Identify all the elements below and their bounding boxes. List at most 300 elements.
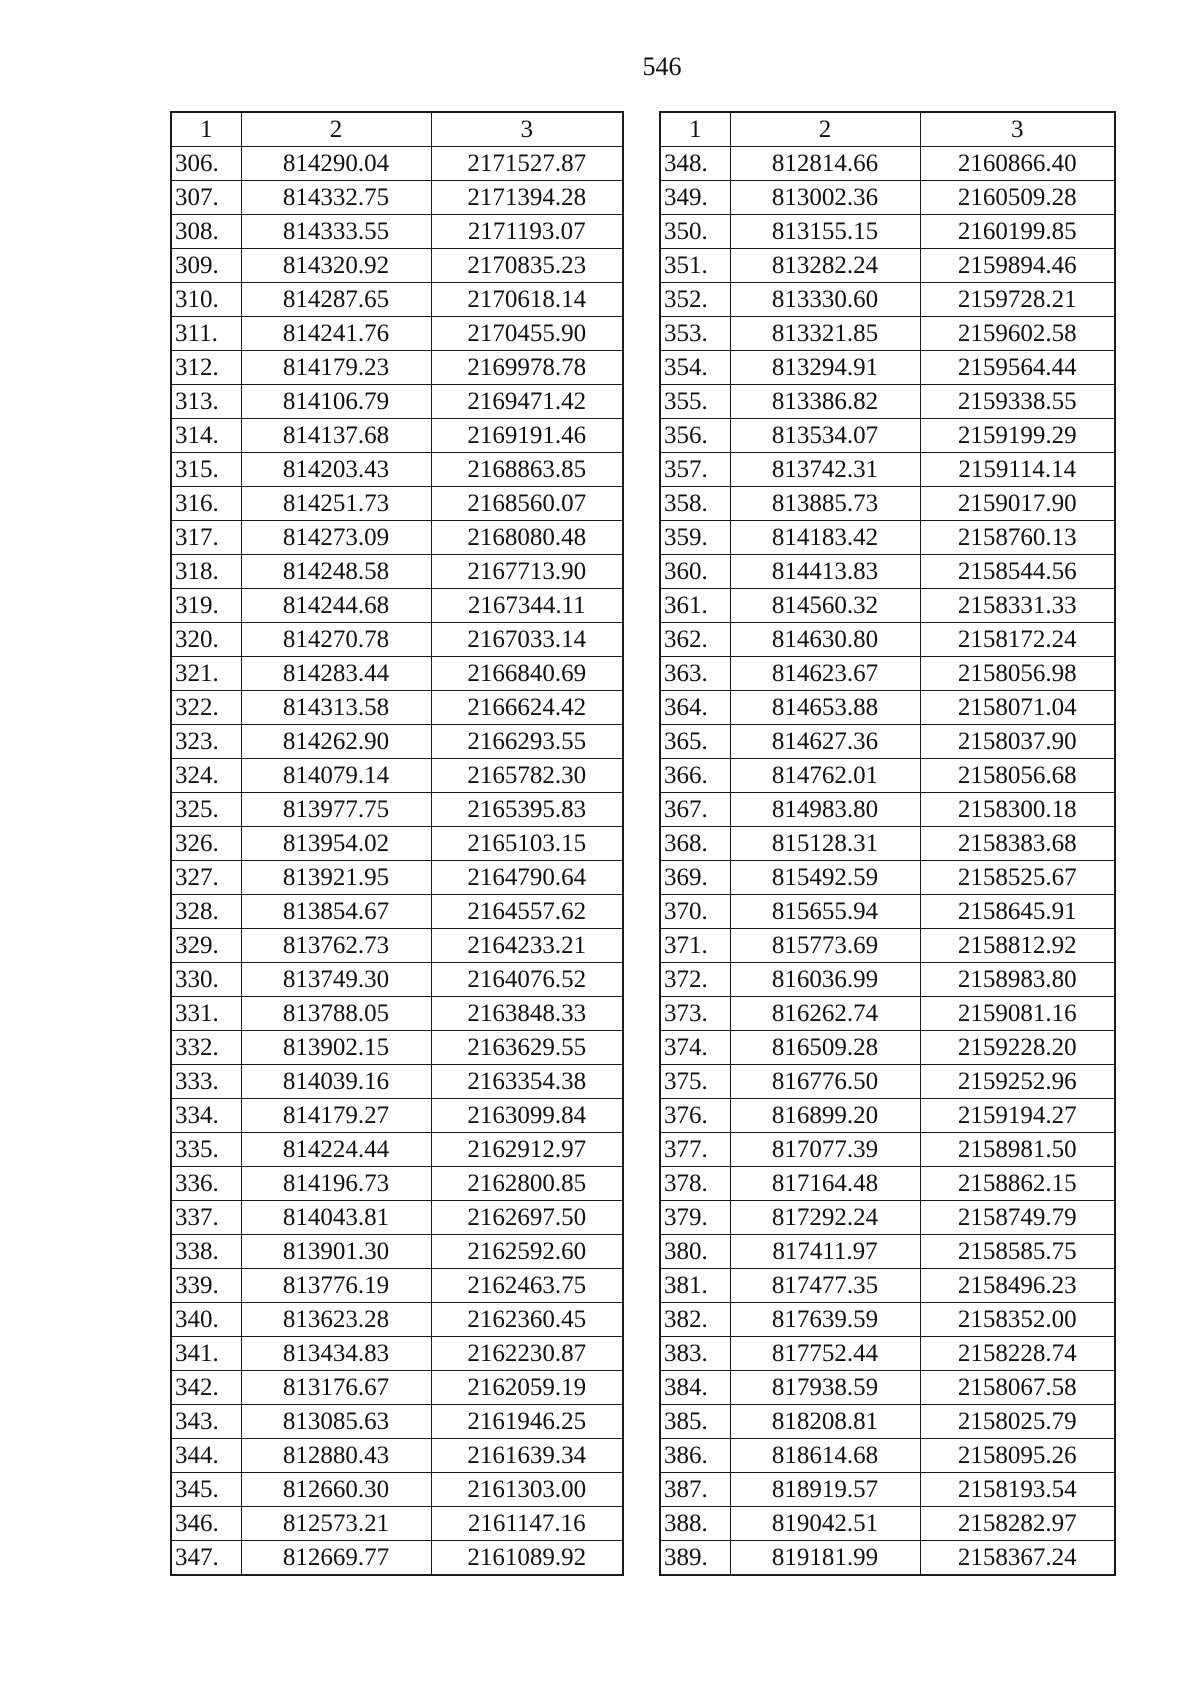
table-row: [171, 1201, 623, 1235]
table-row: [660, 1201, 1115, 1235]
x-coordinate-cell: 814241.76: [241, 317, 431, 351]
point-number-cell: 328.: [171, 895, 241, 929]
y-coordinate-cell: 2158383.68: [920, 827, 1115, 861]
point-number-cell: 371.: [660, 929, 730, 963]
point-number-cell: 317.: [171, 521, 241, 555]
point-number-cell: 375.: [660, 1065, 730, 1099]
table-row: [660, 1371, 1115, 1405]
y-coordinate-cell: 2160509.28: [920, 181, 1115, 215]
x-coordinate-cell: 812573.21: [241, 1507, 431, 1541]
y-coordinate-cell: 2162697.50: [431, 1201, 623, 1235]
table-row: [171, 997, 623, 1031]
x-coordinate-cell: 817639.59: [730, 1303, 920, 1337]
point-number-cell: 363.: [660, 657, 730, 691]
table-row: [171, 215, 623, 249]
y-coordinate-cell: 2165103.15: [431, 827, 623, 861]
table-row: [660, 385, 1115, 419]
x-coordinate-cell: 816036.99: [730, 963, 920, 997]
x-coordinate-cell: 813002.36: [730, 181, 920, 215]
x-coordinate-cell: 813386.82: [730, 385, 920, 419]
x-coordinate-cell: 818919.57: [730, 1473, 920, 1507]
x-coordinate-cell: 813788.05: [241, 997, 431, 1031]
point-number-cell: 374.: [660, 1031, 730, 1065]
point-number-cell: 346.: [171, 1507, 241, 1541]
y-coordinate-cell: 2166624.42: [431, 691, 623, 725]
point-number-cell: 385.: [660, 1405, 730, 1439]
table-row: [171, 759, 623, 793]
y-coordinate-cell: 2162800.85: [431, 1167, 623, 1201]
y-coordinate-cell: 2158172.24: [920, 623, 1115, 657]
table-row: [660, 1269, 1115, 1303]
table-row: [660, 623, 1115, 657]
x-coordinate-cell: 817164.48: [730, 1167, 920, 1201]
x-coordinate-cell: 813854.67: [241, 895, 431, 929]
x-coordinate-cell: 814273.09: [241, 521, 431, 555]
y-coordinate-cell: 2159338.55: [920, 385, 1115, 419]
y-coordinate-cell: 2159081.16: [920, 997, 1115, 1031]
y-coordinate-cell: 2158056.98: [920, 657, 1115, 691]
table-row: [171, 1507, 623, 1541]
header-cell-x: 2: [730, 112, 920, 147]
point-number-cell: 310.: [171, 283, 241, 317]
table-row: [171, 351, 623, 385]
x-coordinate-cell: 815128.31: [730, 827, 920, 861]
y-coordinate-cell: 2167344.11: [431, 589, 623, 623]
x-coordinate-cell: 813282.24: [730, 249, 920, 283]
header-cell-x: 2: [241, 112, 431, 147]
x-coordinate-cell: 817411.97: [730, 1235, 920, 1269]
y-coordinate-cell: 2158067.58: [920, 1371, 1115, 1405]
point-number-cell: 365.: [660, 725, 730, 759]
x-coordinate-cell: 814137.68: [241, 419, 431, 453]
table-row: [660, 827, 1115, 861]
y-coordinate-cell: 2163354.38: [431, 1065, 623, 1099]
y-coordinate-cell: 2162912.97: [431, 1133, 623, 1167]
table-row: [171, 181, 623, 215]
table-row: [660, 1405, 1115, 1439]
y-coordinate-cell: 2168080.48: [431, 521, 623, 555]
y-coordinate-cell: 2159564.44: [920, 351, 1115, 385]
point-number-cell: 373.: [660, 997, 730, 1031]
point-number-cell: 322.: [171, 691, 241, 725]
point-number-cell: 384.: [660, 1371, 730, 1405]
point-number-cell: 382.: [660, 1303, 730, 1337]
x-coordinate-cell: 813294.91: [730, 351, 920, 385]
y-coordinate-cell: 2158544.56: [920, 555, 1115, 589]
table-row: [660, 759, 1115, 793]
y-coordinate-cell: 2170618.14: [431, 283, 623, 317]
point-number-cell: 356.: [660, 419, 730, 453]
x-coordinate-cell: 814653.88: [730, 691, 920, 725]
point-number-cell: 327.: [171, 861, 241, 895]
table-row: [660, 1031, 1115, 1065]
point-number-cell: 337.: [171, 1201, 241, 1235]
x-coordinate-cell: 814313.58: [241, 691, 431, 725]
table-row: [171, 555, 623, 589]
y-coordinate-cell: 2171193.07: [431, 215, 623, 249]
table-row: [171, 385, 623, 419]
x-coordinate-cell: 814283.44: [241, 657, 431, 691]
point-number-cell: 334.: [171, 1099, 241, 1133]
point-number-cell: 309.: [171, 249, 241, 283]
x-coordinate-cell: 812814.66: [730, 147, 920, 181]
table-row: [171, 1031, 623, 1065]
point-number-cell: 369.: [660, 861, 730, 895]
x-coordinate-cell: 814630.80: [730, 623, 920, 657]
point-number-cell: 345.: [171, 1473, 241, 1507]
x-coordinate-cell: 817477.35: [730, 1269, 920, 1303]
x-coordinate-cell: 813901.30: [241, 1235, 431, 1269]
table-header: [171, 112, 623, 147]
table-row: [660, 181, 1115, 215]
table-row: [660, 657, 1115, 691]
x-coordinate-cell: 813623.28: [241, 1303, 431, 1337]
point-number-cell: 318.: [171, 555, 241, 589]
table-row: [660, 555, 1115, 589]
y-coordinate-cell: 2161147.16: [431, 1507, 623, 1541]
x-coordinate-cell: 813085.63: [241, 1405, 431, 1439]
table-row: [660, 963, 1115, 997]
y-coordinate-cell: 2159017.90: [920, 487, 1115, 521]
y-coordinate-cell: 2165395.83: [431, 793, 623, 827]
table-row: [660, 1541, 1115, 1576]
point-number-cell: 323.: [171, 725, 241, 759]
table-row: [660, 1133, 1115, 1167]
point-number-cell: 367.: [660, 793, 730, 827]
table-row: [171, 623, 623, 657]
y-coordinate-cell: 2164233.21: [431, 929, 623, 963]
y-coordinate-cell: 2164076.52: [431, 963, 623, 997]
point-number-cell: 342.: [171, 1371, 241, 1405]
x-coordinate-cell: 814106.79: [241, 385, 431, 419]
x-coordinate-cell: 812660.30: [241, 1473, 431, 1507]
point-number-cell: 311.: [171, 317, 241, 351]
x-coordinate-cell: 814413.83: [730, 555, 920, 589]
x-coordinate-cell: 814179.27: [241, 1099, 431, 1133]
y-coordinate-cell: 2162463.75: [431, 1269, 623, 1303]
table-body: [660, 147, 1115, 1576]
y-coordinate-cell: 2159114.14: [920, 453, 1115, 487]
point-number-cell: 308.: [171, 215, 241, 249]
header-row: [171, 112, 623, 147]
y-coordinate-cell: 2158862.15: [920, 1167, 1115, 1201]
x-coordinate-cell: 814244.68: [241, 589, 431, 623]
point-number-cell: 325.: [171, 793, 241, 827]
x-coordinate-cell: 814039.16: [241, 1065, 431, 1099]
y-coordinate-cell: 2167033.14: [431, 623, 623, 657]
table-row: [660, 283, 1115, 317]
y-coordinate-cell: 2163848.33: [431, 997, 623, 1031]
x-coordinate-cell: 815492.59: [730, 861, 920, 895]
x-coordinate-cell: 813776.19: [241, 1269, 431, 1303]
table-row: [171, 1099, 623, 1133]
coordinates-table-left: [170, 111, 624, 1576]
y-coordinate-cell: 2169191.46: [431, 419, 623, 453]
x-coordinate-cell: 814179.23: [241, 351, 431, 385]
x-coordinate-cell: 813921.95: [241, 861, 431, 895]
y-coordinate-cell: 2158760.13: [920, 521, 1115, 555]
y-coordinate-cell: 2158367.24: [920, 1541, 1115, 1576]
table-row: [171, 147, 623, 181]
x-coordinate-cell: 813902.15: [241, 1031, 431, 1065]
point-number-cell: 370.: [660, 895, 730, 929]
y-coordinate-cell: 2158331.33: [920, 589, 1115, 623]
y-coordinate-cell: 2158585.75: [920, 1235, 1115, 1269]
table-row: [660, 317, 1115, 351]
table-row: [171, 589, 623, 623]
point-number-cell: 352.: [660, 283, 730, 317]
y-coordinate-cell: 2158645.91: [920, 895, 1115, 929]
point-number-cell: 386.: [660, 1439, 730, 1473]
point-number-cell: 349.: [660, 181, 730, 215]
table-row: [171, 1167, 623, 1201]
x-coordinate-cell: 812669.77: [241, 1541, 431, 1576]
x-coordinate-cell: 819042.51: [730, 1507, 920, 1541]
table-row: [171, 827, 623, 861]
table-row: [660, 487, 1115, 521]
y-coordinate-cell: 2158025.79: [920, 1405, 1115, 1439]
y-coordinate-cell: 2158282.97: [920, 1507, 1115, 1541]
table-row: [660, 1167, 1115, 1201]
point-number-cell: 339.: [171, 1269, 241, 1303]
y-coordinate-cell: 2159894.46: [920, 249, 1115, 283]
y-coordinate-cell: 2158749.79: [920, 1201, 1115, 1235]
table-row: [171, 1541, 623, 1576]
x-coordinate-cell: 813762.73: [241, 929, 431, 963]
x-coordinate-cell: 814203.43: [241, 453, 431, 487]
y-coordinate-cell: 2166840.69: [431, 657, 623, 691]
x-coordinate-cell: 812880.43: [241, 1439, 431, 1473]
table-row: [171, 691, 623, 725]
page-number: 546: [642, 52, 682, 81]
table-row: [660, 521, 1115, 555]
table-row: [660, 1337, 1115, 1371]
x-coordinate-cell: 813534.07: [730, 419, 920, 453]
table-row: [660, 691, 1115, 725]
y-coordinate-cell: 2167713.90: [431, 555, 623, 589]
x-coordinate-cell: 814320.92: [241, 249, 431, 283]
y-coordinate-cell: 2161089.92: [431, 1541, 623, 1576]
table-row: [171, 419, 623, 453]
y-coordinate-cell: 2161946.25: [431, 1405, 623, 1439]
y-coordinate-cell: 2158983.80: [920, 963, 1115, 997]
point-number-cell: 348.: [660, 147, 730, 181]
point-number-cell: 307.: [171, 181, 241, 215]
point-number-cell: 338.: [171, 1235, 241, 1269]
point-number-cell: 381.: [660, 1269, 730, 1303]
point-number-cell: 389.: [660, 1541, 730, 1576]
point-number-cell: 366.: [660, 759, 730, 793]
table-row: [660, 725, 1115, 759]
point-number-cell: 331.: [171, 997, 241, 1031]
table-header: [660, 112, 1115, 147]
x-coordinate-cell: 814333.55: [241, 215, 431, 249]
y-coordinate-cell: 2168863.85: [431, 453, 623, 487]
table-row: [660, 419, 1115, 453]
point-number-cell: 388.: [660, 1507, 730, 1541]
point-number-cell: 324.: [171, 759, 241, 793]
y-coordinate-cell: 2158812.92: [920, 929, 1115, 963]
x-coordinate-cell: 816899.20: [730, 1099, 920, 1133]
point-number-cell: 368.: [660, 827, 730, 861]
point-number-cell: 357.: [660, 453, 730, 487]
x-coordinate-cell: 813885.73: [730, 487, 920, 521]
table-row: [171, 1065, 623, 1099]
point-number-cell: 380.: [660, 1235, 730, 1269]
x-coordinate-cell: 814043.81: [241, 1201, 431, 1235]
x-coordinate-cell: 813977.75: [241, 793, 431, 827]
point-number-cell: 351.: [660, 249, 730, 283]
x-coordinate-cell: 813434.83: [241, 1337, 431, 1371]
point-number-cell: 362.: [660, 623, 730, 657]
table-row: [660, 249, 1115, 283]
y-coordinate-cell: 2159199.29: [920, 419, 1115, 453]
y-coordinate-cell: 2162059.19: [431, 1371, 623, 1405]
y-coordinate-cell: 2170455.90: [431, 317, 623, 351]
point-number-cell: 353.: [660, 317, 730, 351]
table-row: [171, 657, 623, 691]
table-row: [171, 453, 623, 487]
y-coordinate-cell: 2158525.67: [920, 861, 1115, 895]
x-coordinate-cell: 818208.81: [730, 1405, 920, 1439]
table-row: [660, 1065, 1115, 1099]
table-row: [171, 317, 623, 351]
y-coordinate-cell: 2158037.90: [920, 725, 1115, 759]
x-coordinate-cell: 814251.73: [241, 487, 431, 521]
table-row: [660, 1099, 1115, 1133]
x-coordinate-cell: 815773.69: [730, 929, 920, 963]
point-number-cell: 341.: [171, 1337, 241, 1371]
x-coordinate-cell: 813330.60: [730, 283, 920, 317]
x-coordinate-cell: 814079.14: [241, 759, 431, 793]
header-cell-index: 1: [171, 112, 241, 147]
table-row: [171, 521, 623, 555]
y-coordinate-cell: 2165782.30: [431, 759, 623, 793]
x-coordinate-cell: 816509.28: [730, 1031, 920, 1065]
table-row: [171, 725, 623, 759]
point-number-cell: 343.: [171, 1405, 241, 1439]
point-number-cell: 332.: [171, 1031, 241, 1065]
point-number-cell: 326.: [171, 827, 241, 861]
point-number-cell: 333.: [171, 1065, 241, 1099]
table-row: [660, 1473, 1115, 1507]
x-coordinate-cell: 814248.58: [241, 555, 431, 589]
table-row: [171, 929, 623, 963]
x-coordinate-cell: 813954.02: [241, 827, 431, 861]
table-row: [660, 147, 1115, 181]
x-coordinate-cell: 813176.67: [241, 1371, 431, 1405]
table-row: [171, 1337, 623, 1371]
header-cell-y: 3: [431, 112, 623, 147]
x-coordinate-cell: 817938.59: [730, 1371, 920, 1405]
table-row: [660, 895, 1115, 929]
point-number-cell: 361.: [660, 589, 730, 623]
y-coordinate-cell: 2170835.23: [431, 249, 623, 283]
x-coordinate-cell: 814332.75: [241, 181, 431, 215]
x-coordinate-cell: 819181.99: [730, 1541, 920, 1576]
table-body: [171, 147, 623, 1576]
table-row: [660, 589, 1115, 623]
table-row: [660, 453, 1115, 487]
x-coordinate-cell: 814270.78: [241, 623, 431, 657]
point-number-cell: 321.: [171, 657, 241, 691]
point-number-cell: 359.: [660, 521, 730, 555]
point-number-cell: 387.: [660, 1473, 730, 1507]
table-row: [171, 1371, 623, 1405]
y-coordinate-cell: 2160866.40: [920, 147, 1115, 181]
y-coordinate-cell: 2161303.00: [431, 1473, 623, 1507]
header-row: [660, 112, 1115, 147]
point-number-cell: 330.: [171, 963, 241, 997]
y-coordinate-cell: 2162592.60: [431, 1235, 623, 1269]
x-coordinate-cell: 813155.15: [730, 215, 920, 249]
y-coordinate-cell: 2158300.18: [920, 793, 1115, 827]
x-coordinate-cell: 818614.68: [730, 1439, 920, 1473]
x-coordinate-cell: 814287.65: [241, 283, 431, 317]
x-coordinate-cell: 813749.30: [241, 963, 431, 997]
table-row: [660, 1303, 1115, 1337]
point-number-cell: 313.: [171, 385, 241, 419]
y-coordinate-cell: 2169978.78: [431, 351, 623, 385]
y-coordinate-cell: 2158095.26: [920, 1439, 1115, 1473]
point-number-cell: 377.: [660, 1133, 730, 1167]
point-number-cell: 335.: [171, 1133, 241, 1167]
x-coordinate-cell: 814224.44: [241, 1133, 431, 1167]
point-number-cell: 314.: [171, 419, 241, 453]
table-row: [171, 1133, 623, 1167]
table-row: [660, 793, 1115, 827]
x-coordinate-cell: 814262.90: [241, 725, 431, 759]
y-coordinate-cell: 2163099.84: [431, 1099, 623, 1133]
table-row: [171, 249, 623, 283]
point-number-cell: 329.: [171, 929, 241, 963]
x-coordinate-cell: 814290.04: [241, 147, 431, 181]
x-coordinate-cell: 817752.44: [730, 1337, 920, 1371]
y-coordinate-cell: 2162230.87: [431, 1337, 623, 1371]
point-number-cell: 364.: [660, 691, 730, 725]
y-coordinate-cell: 2159228.20: [920, 1031, 1115, 1065]
table-row: [660, 351, 1115, 385]
point-number-cell: 379.: [660, 1201, 730, 1235]
point-number-cell: 358.: [660, 487, 730, 521]
y-coordinate-cell: 2163629.55: [431, 1031, 623, 1065]
y-coordinate-cell: 2159728.21: [920, 283, 1115, 317]
point-number-cell: 350.: [660, 215, 730, 249]
point-number-cell: 319.: [171, 589, 241, 623]
table-row: [171, 1235, 623, 1269]
table-row: [171, 793, 623, 827]
y-coordinate-cell: 2158228.74: [920, 1337, 1115, 1371]
table-row: [660, 1235, 1115, 1269]
header-cell-index: 1: [660, 112, 730, 147]
point-number-cell: 354.: [660, 351, 730, 385]
x-coordinate-cell: 816776.50: [730, 1065, 920, 1099]
table-row: [660, 1507, 1115, 1541]
x-coordinate-cell: 814762.01: [730, 759, 920, 793]
point-number-cell: 312.: [171, 351, 241, 385]
y-coordinate-cell: 2162360.45: [431, 1303, 623, 1337]
y-coordinate-cell: 2159602.58: [920, 317, 1115, 351]
x-coordinate-cell: 814983.80: [730, 793, 920, 827]
table-row: [660, 929, 1115, 963]
coordinates-table-right: [659, 111, 1116, 1576]
header-cell-y: 3: [920, 112, 1115, 147]
table-row: [171, 1269, 623, 1303]
point-number-cell: 378.: [660, 1167, 730, 1201]
x-coordinate-cell: 815655.94: [730, 895, 920, 929]
point-number-cell: 316.: [171, 487, 241, 521]
point-number-cell: 320.: [171, 623, 241, 657]
